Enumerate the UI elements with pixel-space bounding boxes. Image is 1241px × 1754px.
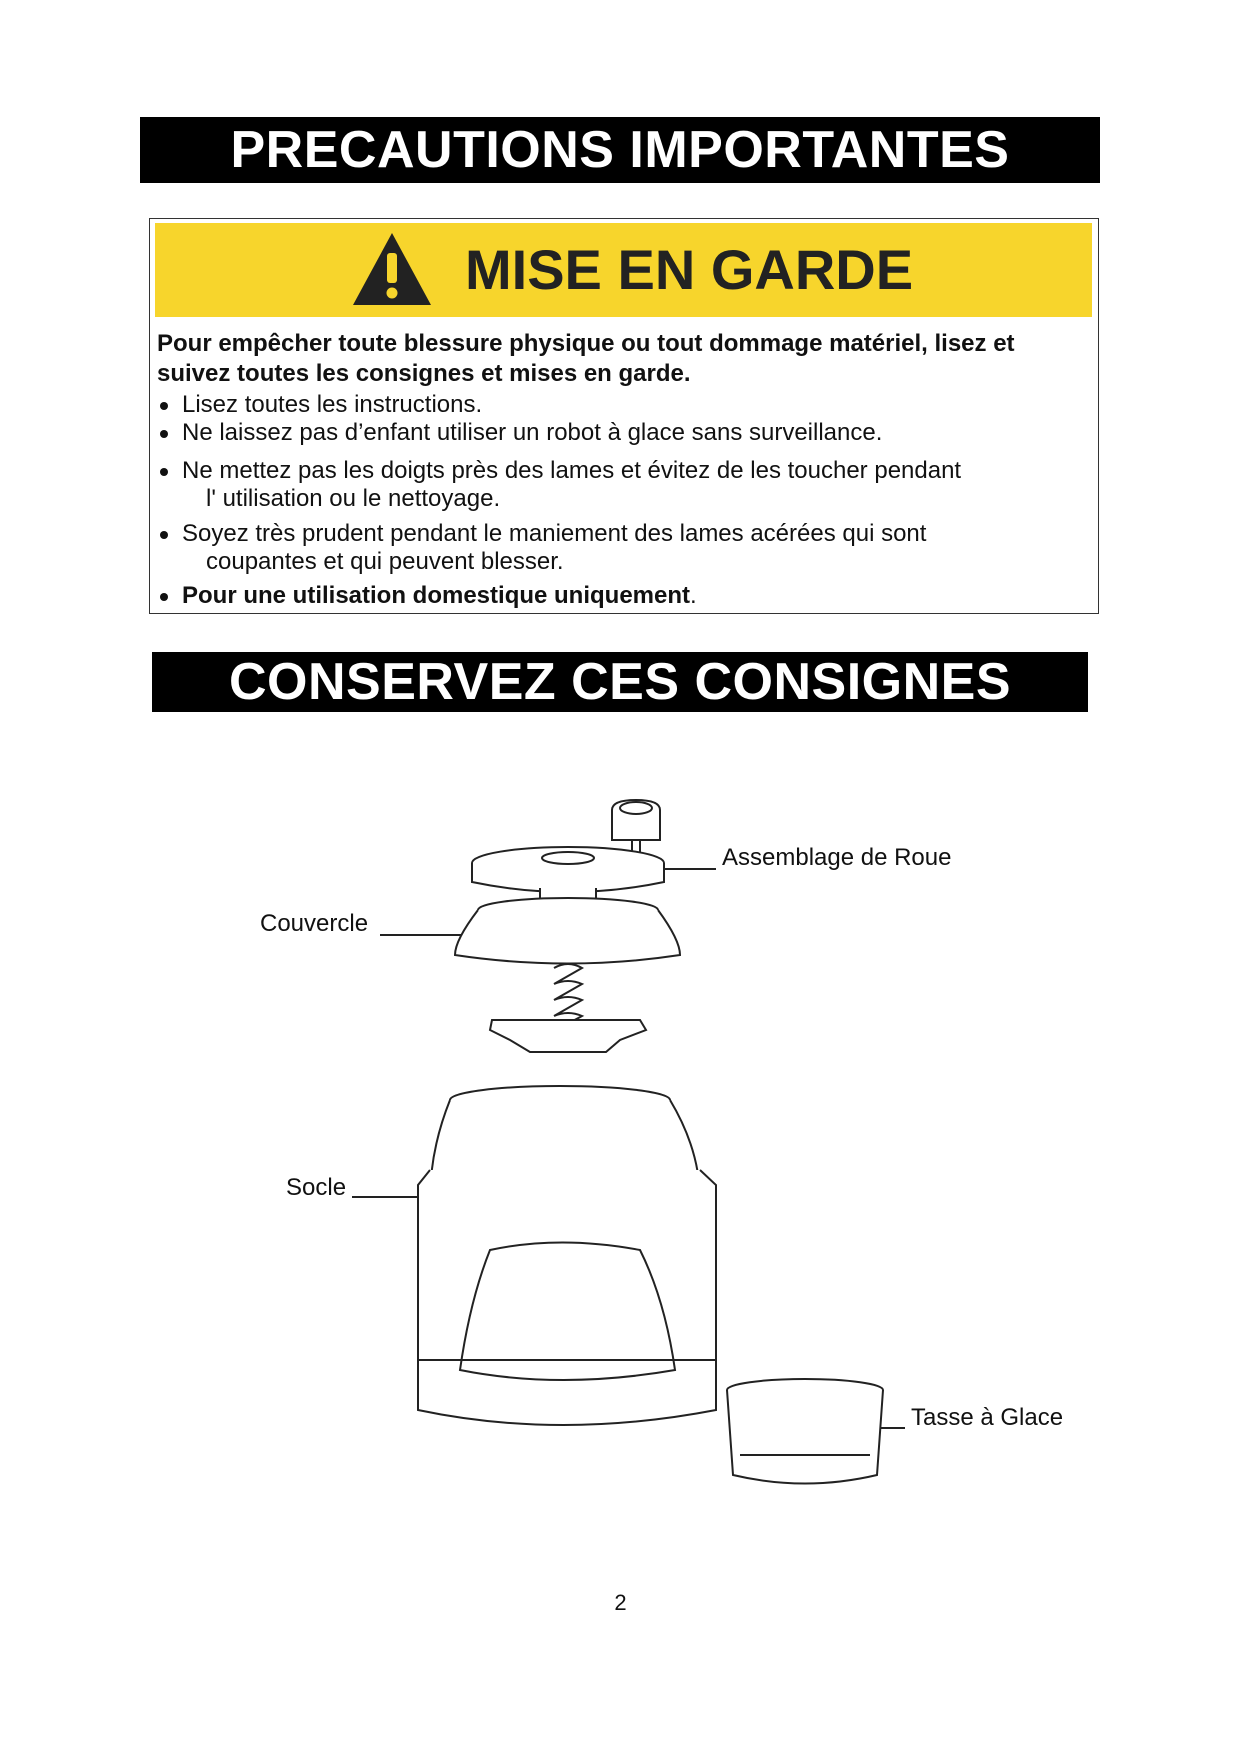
list-item: Lisez toutes les instructions. bbox=[157, 391, 1087, 419]
warning-box bbox=[149, 218, 1099, 614]
warning-list-b bbox=[157, 457, 1087, 513]
warning-list-a bbox=[157, 391, 1087, 447]
warning-header bbox=[155, 223, 1092, 317]
warning-intro: Pour empêcher toute blessure physique ou tout dommage matériel, lisez et suivez toutes les consignes et mises en garde. bbox=[157, 330, 1015, 387]
warning-list-d bbox=[157, 582, 1087, 610]
page-number: 2 bbox=[614, 1590, 627, 1615]
list-item: Ne mettez pas les doigts près des lames et évitez de les toucher pendant l' utilisation ou le nettoyage. bbox=[157, 457, 1087, 513]
warning-list-c bbox=[157, 520, 1087, 576]
warning-triangle-icon bbox=[351, 231, 433, 307]
list-item: Soyez très prudent pendant le maniement des lames acérées qui sont coupantes et qui peuvent blesser. bbox=[157, 520, 1087, 576]
label-base: Socle bbox=[286, 1174, 347, 1201]
page-title-banner bbox=[140, 117, 1100, 183]
save-instructions-title: CONSERVEZ CES CONSIGNES bbox=[228, 653, 1012, 711]
list-item: Pour une utilisation domestique uniquement. bbox=[157, 582, 1087, 610]
label-ice-cup: Tasse à Glace bbox=[911, 1404, 1064, 1431]
page-title: PRECAUTIONS IMPORTANTES bbox=[230, 121, 1010, 179]
list-item: Ne laissez pas d’enfant utiliser un robot à glace sans surveillance. bbox=[157, 419, 1087, 447]
save-instructions-banner bbox=[152, 652, 1088, 712]
warning-title: MISE EN GARDE bbox=[465, 238, 914, 301]
label-lid: Couvercle bbox=[260, 910, 369, 937]
label-wheel-assembly: Assemblage de Roue bbox=[722, 844, 952, 871]
ice-shaver-diagram bbox=[320, 770, 920, 1510]
